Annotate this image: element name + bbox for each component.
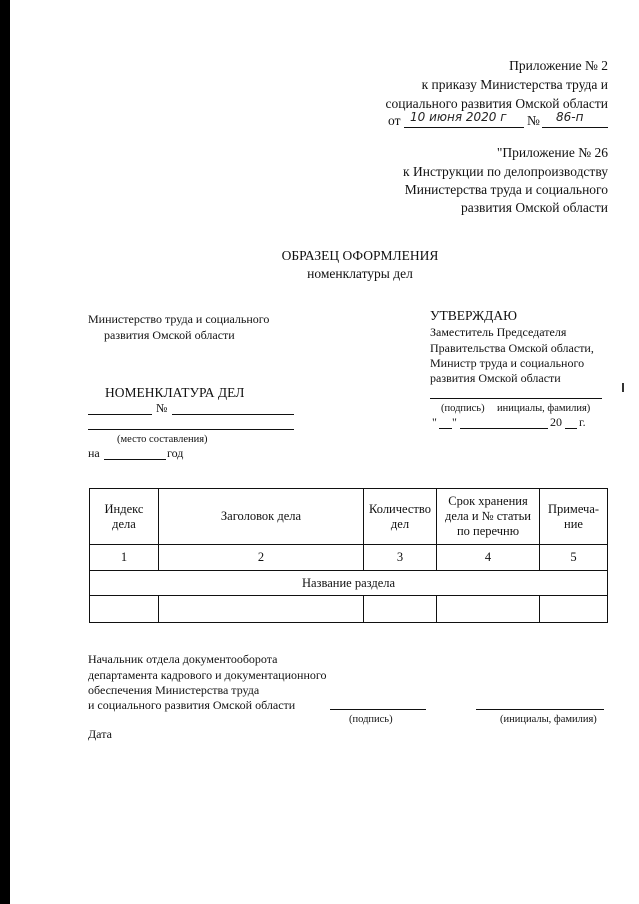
header-line-1: Приложение № 2 [509, 58, 608, 73]
approve-day-line [439, 428, 452, 429]
year-prefix: на [88, 446, 100, 460]
number-cell: 2 [159, 545, 364, 571]
header-text: Заголовок дела [220, 509, 302, 523]
approve-signature-line [430, 398, 602, 399]
nomenclature-table [89, 488, 608, 623]
margin-mark [622, 383, 624, 392]
order-date-line [404, 127, 524, 128]
empty-cell [159, 596, 364, 623]
header-text: дела и № статьи [445, 509, 531, 523]
approve-line-2: Правительства Омской области, [430, 341, 594, 355]
header-text: Примеча- [547, 501, 600, 516]
approve-month-line [460, 428, 548, 429]
doc-subtitle: номенклатуры дел [307, 266, 413, 281]
footer-date-label: Дата [88, 727, 112, 741]
year-blank-line [104, 459, 166, 460]
approve-year-abbr: г. [579, 415, 586, 429]
footer-line-4: и социального развития Омской области [88, 698, 296, 712]
header-text: ние [564, 516, 583, 531]
header-text: Количество [369, 501, 431, 516]
approve-line-4: развития Омской области [430, 371, 561, 385]
approve-line-1: Заместитель Председателя [430, 325, 567, 339]
section-name-cell: Название раздела [90, 571, 608, 596]
number-cell: 3 [364, 545, 437, 571]
header-text: Индекс [104, 501, 144, 516]
footer-name-line [476, 709, 604, 710]
date-blank-line [88, 414, 152, 415]
header-text: дела [112, 516, 136, 531]
header-line-2: к приказу Министерства труда и [421, 77, 608, 92]
empty-cell [437, 596, 540, 623]
approve-century: 20 [550, 415, 562, 429]
approve-line-3: Министр труда и социального [430, 356, 585, 370]
approve-quote-open: " [432, 415, 437, 429]
approve-name-caption: инициалы, фамилия) [497, 403, 591, 414]
number-cell: 4 [437, 545, 540, 571]
appendix-line-4: развития Омской области [460, 200, 608, 215]
org-name-line-1: Министерство труда и социального [88, 312, 270, 326]
org-name-line-2: развития Омской области [104, 328, 235, 342]
table-empty-row [90, 596, 608, 623]
appendix-line-1: "Приложение № 26 [496, 145, 608, 160]
footer-signature-caption: (подпись) [349, 714, 393, 725]
header-text: дел [390, 516, 410, 531]
footer-line-1: Начальник отдела документооборота [88, 652, 278, 666]
doc-title: ОБРАЗЕЦ ОФОРМЛЕНИЯ [281, 248, 439, 263]
footer-line-3: обеспечения Министерства труда [88, 683, 260, 697]
appendix-line-2: к Инструкции по делопроизводству [403, 164, 608, 179]
header-cell-retention [437, 489, 540, 545]
footer-signature-line [330, 709, 426, 710]
number-cell: 1 [90, 545, 159, 571]
header-line-3: социального развития Омской области [385, 96, 608, 111]
empty-cell [90, 596, 159, 623]
header-cell-note [540, 489, 608, 545]
header-text: Срок хранения [448, 494, 528, 508]
header-text: по перечню [456, 524, 520, 538]
footer-name-caption: (инициалы, фамилия) [500, 714, 597, 725]
header-cell-index [90, 489, 159, 545]
table-number-row [90, 545, 608, 571]
approve-year-line [565, 428, 577, 429]
order-number-line [542, 127, 608, 128]
number-sign: № [156, 401, 168, 415]
order-date-label: от [388, 113, 401, 128]
header-cell-quantity [364, 489, 437, 545]
scan-edge [0, 0, 10, 904]
nomenclature-title: НОМЕНКЛАТУРА ДЕЛ [105, 385, 245, 400]
empty-cell [540, 596, 608, 623]
order-date-handwritten: 10 июня 2020 г [410, 110, 507, 124]
order-number-label: № [527, 113, 540, 128]
approve-signature-caption: (подпись) [441, 403, 485, 414]
empty-cell [364, 596, 437, 623]
header-cell-title [159, 489, 364, 545]
table-header-row [90, 489, 608, 545]
order-number-handwritten: 86-п [556, 110, 584, 124]
appendix-line-3: Министерства труда и социального [404, 182, 608, 197]
approve-title: УТВЕРЖДАЮ [430, 308, 518, 323]
number-blank-line [172, 414, 294, 415]
place-caption: (место составления) [117, 434, 208, 445]
year-suffix: год [167, 446, 184, 460]
footer-line-2: департамента кадрового и документационного [88, 668, 327, 682]
place-blank-line [88, 429, 294, 430]
table-section-row [90, 571, 608, 596]
approve-quote-close: " [452, 415, 457, 429]
number-cell: 5 [540, 545, 608, 571]
